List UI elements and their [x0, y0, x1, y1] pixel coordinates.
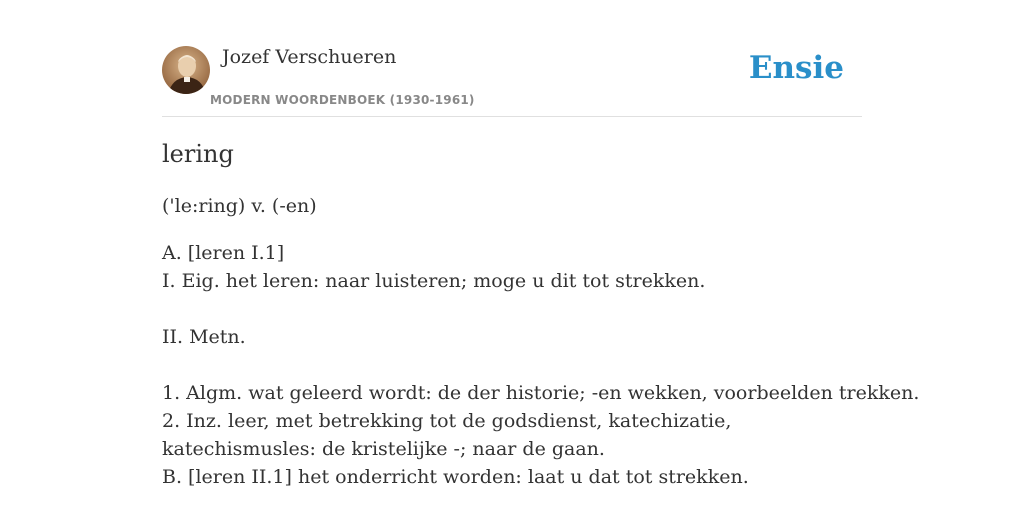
- definition-line: II. Metn.: [162, 326, 246, 348]
- definition-line: 1. Algm. wat geleerd wordt: de der historie; -en wekken, voorbeelden trekken.: [162, 382, 920, 404]
- pronunciation: ('le:ring) v. (-en): [162, 195, 317, 217]
- definition-body: [162, 239, 920, 491]
- definition-line: [162, 351, 862, 379]
- source-dictionary[interactable]: MODERN WOORDENBOEK (1930-1961): [210, 93, 475, 107]
- header: [162, 0, 862, 117]
- definition-line: B. [leren II.1] het onderricht worden: laat u dat tot strekken.: [162, 466, 749, 488]
- avatar[interactable]: [162, 46, 210, 94]
- headword: lering: [162, 140, 234, 168]
- definition-line: A. [leren I.1]: [162, 242, 285, 264]
- page: [162, 0, 920, 512]
- author-name[interactable]: Jozef Verschueren: [222, 46, 397, 68]
- definition-line: 2. Inz. leer, met betrekking tot de godsdienst, katechizatie, katechismusles: de kristelijke -; naar de gaan.: [162, 410, 732, 460]
- author-portrait-icon: [162, 46, 210, 94]
- definition-line: [162, 295, 862, 323]
- definition-line: I. Eig. het leren: naar luisteren; moge u dit tot strekken.: [162, 270, 706, 292]
- brand-logo[interactable]: Ensie: [748, 50, 844, 86]
